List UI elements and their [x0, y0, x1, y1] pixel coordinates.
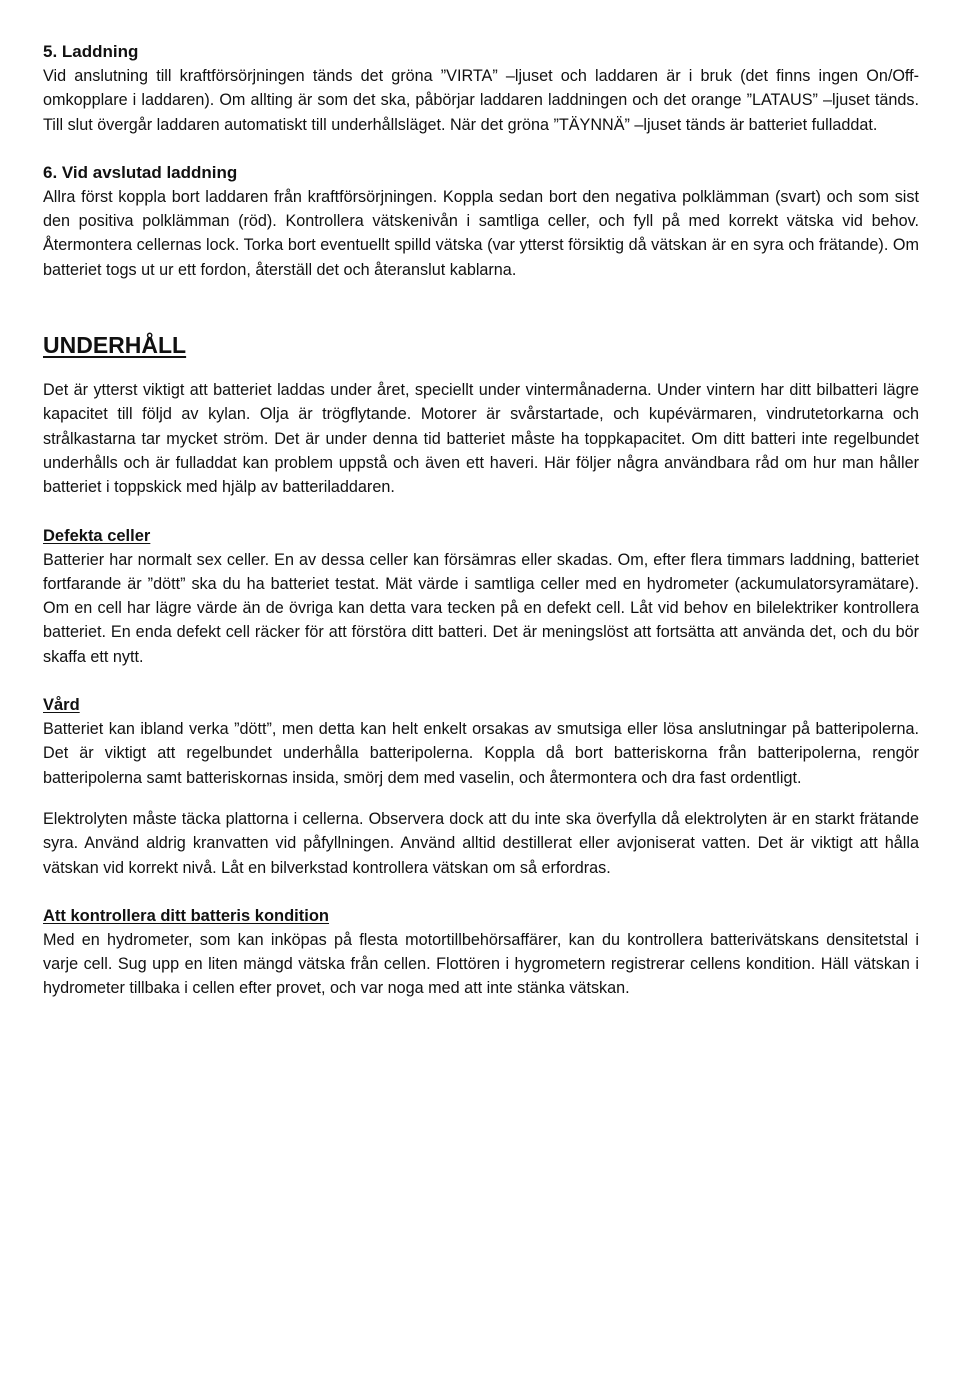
- paragraph: Med en hydrometer, som kan inköpas på flesta motortillbehörsaffärer, kan du kontrollera batterivätskans densitetstal i varje cell. Sug upp en liten mängd vätska från cellen. Flottören i hygrometern registrerar cellens kondition. Häll vätskan i hydrometer tillbaka i cellen efter provet, och var noga med att inte stänka vätskan.: [43, 930, 919, 998]
- section-heading: 5. Laddning: [43, 42, 139, 61]
- section-vard: [43, 693, 919, 880]
- major-heading: UNDERHÅLL: [43, 332, 187, 359]
- section-vid-avslutad-laddning: [43, 161, 919, 282]
- section-underhall: [43, 330, 919, 499]
- paragraph: Vid anslutning till kraftförsörjningen tänds det gröna ”VIRTA” –ljuset och laddaren är i bruk (det finns ingen On/Off-omkopplare i laddaren). Om allting är som det ska, påbörjar laddaren laddningen och det orange ”LATAUS” –ljuset tänds. Till slut övergår laddaren automatiskt till underhållsläget. När det gröna ”TÄYNNÄ” –ljuset tänds är batteriet fulladdat.: [43, 67, 919, 134]
- sub-heading: Vård: [43, 696, 80, 715]
- section-heading: 6. Vid avslutad laddning: [43, 162, 238, 182]
- paragraph: Det är ytterst viktigt att batteriet laddas under året, speciellt under vintermånaderna. Under vintern har ditt bilbatteri lägre kapacitet till följd av kylan. Olja är trögflytande. Motorer är svårstartade, och kupévärmaren, vindrutetorkarna och strålkastarna tar mycket ström. Det är under denna tid batteriet måste ha toppkapacitet. Om ditt batteri inte regelbundet underhålls och är fulladdat kan problem uppstå och även ett haveri. Här följer några användbara råd om hur man håller batteriet i toppskick med hjälp av batteriladdaren.: [43, 381, 919, 497]
- paragraph: Batterier har normalt sex celler. En av dessa celler kan försämras eller skadas. Om, efter flera timmars laddning, batteriet fortfarande är ”dött” ska du ha batteriet testat. Mät värde i samtliga celler med en hydrometer (ackumulatorsyramätare). Om en cell har lägre värde än de övriga kan detta vara tecken på en defekt cell. Låt vid behov en bilelektriker kontrollera batteriet. En enda defekt cell räcker för att förstöra ditt batteri. Det är meningslöst att fortsätta att använda det, och du bör skaffa ett nytt.: [43, 550, 919, 666]
- paragraph: Elektrolyten måste täcka plattorna i cellerna. Observera dock att du inte ska överfylla då elektrolyten är en starkt frätande syra. Använd aldrig kranvatten vid påfyllningen. Använd alltid destillerat eller avjoniserat vatten. Det är viktigt att hålla vätskan vid korrekt nivå. Låt en bilverkstad kontrollera vätskan om så erfordras.: [43, 809, 919, 877]
- paragraph: Allra först koppla bort laddaren från kraftförsörjningen. Koppla sedan bort den negativa polklämman (svart) och som sist den positiva polklämman (röd). Kontrollera vätskenivån i samtliga celler, och fyll på med korrekt vätska vid behov. Återmontera cellernas lock. Torka bort eventuellt spilld vätska (var ytterst försiktig då vätskan är en syra och frätande). Om batteriet togs ut ur ett fordon, återställ det och återanslut kablarna.: [43, 187, 919, 279]
- paragraph: Batteriet kan ibland verka ”dött”, men detta kan helt enkelt orsakas av smutsiga eller lösa anslutningar på batteripolerna. Det är viktigt att regelbundet underhålla batteripolerna. Koppla då bort batteriskorna från batteripolerna, rengör batteripolerna samt batteriskornas insida, smörj dem med vaselin, och återmontera och dra fast ordentligt.: [43, 720, 919, 787]
- section-batteris-kondition: [43, 904, 919, 1001]
- sub-heading: Att kontrollera ditt batteris kondition: [43, 906, 330, 925]
- section-defekta-celler: [43, 524, 919, 669]
- section-laddning: [43, 40, 919, 137]
- document-page: [43, 40, 919, 1001]
- sub-heading: Defekta celler: [43, 526, 151, 545]
